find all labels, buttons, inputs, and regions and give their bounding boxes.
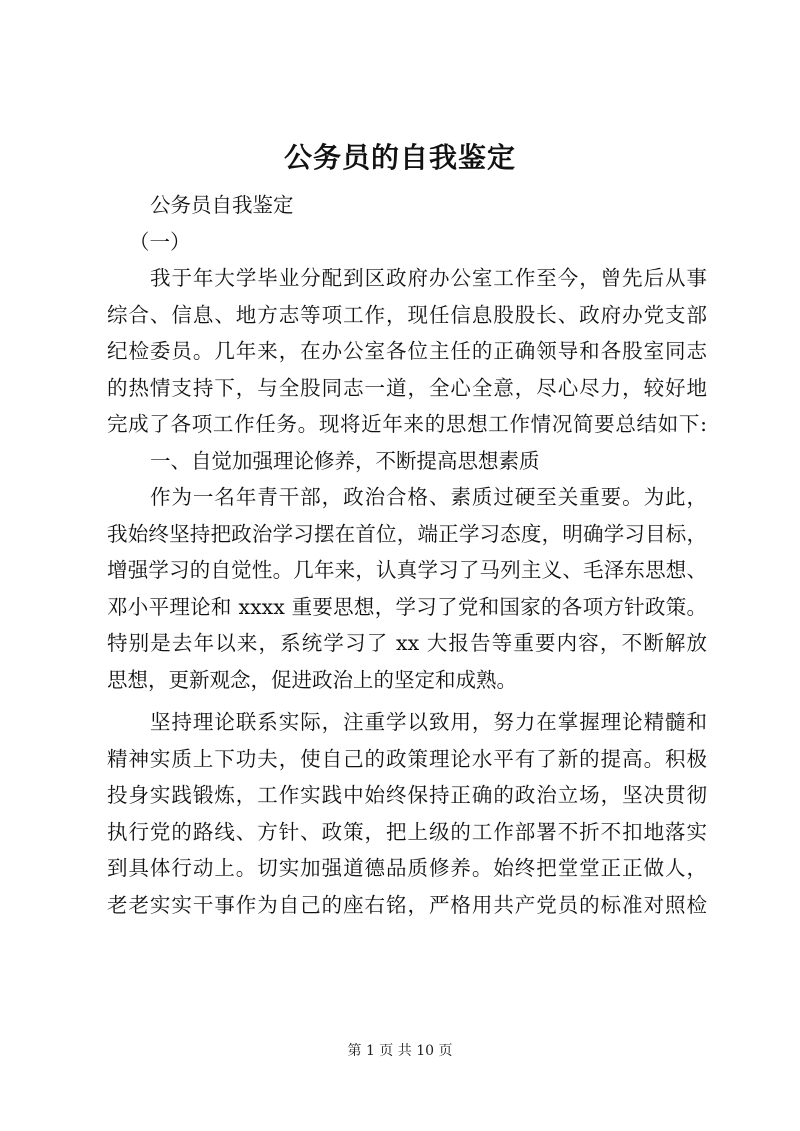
paragraph-line: 坚持理论联系实际，注重学以致用，努力在掌握理论精髓和 bbox=[150, 710, 707, 734]
paragraph-line: 我始终坚持把政治学习摆在首位，端正学习态度，明确学习目标， bbox=[107, 521, 707, 546]
paragraph-line: 思想，更新观念，促进政治上的坚定和成熟。 bbox=[107, 667, 517, 692]
paragraph-line: 投身实践锻炼，工作实践中始终保持正确的政治立场，坚决贯彻 bbox=[107, 783, 707, 807]
subtitle: 公务员自我鉴定 bbox=[150, 193, 294, 217]
paragraph-line: 特别是去年以来，系统学习了 xx 大报告等重要内容，不断解放 bbox=[107, 631, 707, 655]
paragraph-line: 完成了各项工作任务。现将近年来的思想工作情况简要总结如下: bbox=[107, 412, 707, 436]
section-mark: （一） bbox=[129, 229, 191, 254]
document-body bbox=[107, 187, 707, 923]
paragraph-line: 纪检委员。几年来，在办公室各位主任的正确领导和各股室同志 bbox=[107, 339, 707, 363]
paragraph-3 bbox=[107, 704, 707, 923]
paragraph-line: 的热情支持下，与全股同志一道，全心全意，尽心尽力，较好地 bbox=[107, 375, 707, 400]
document-title: 公务员的自我鉴定 bbox=[283, 141, 516, 174]
paragraph-line: 老老实实干事作为自己的座右铭，严格用共产党员的标准对照检 bbox=[107, 892, 707, 917]
paragraph-line: 执行党的路线、方针、政策，把上级的工作部署不折不扣地落实 bbox=[107, 819, 707, 844]
page-number-footer: 第 1 页 共 10 页 bbox=[347, 1043, 453, 1059]
paragraph-1 bbox=[107, 260, 707, 443]
paragraph-line: 精神实质上下功夫，使自己的政策理论水平有了新的提高。积极 bbox=[107, 746, 707, 771]
paragraph-2 bbox=[107, 479, 707, 698]
paragraph-line: 作为一名年青干部，政治合格、素质过硬至关重要。为此， bbox=[150, 485, 707, 509]
paragraph-line: 我于年大学毕业分配到区政府办公室工作至今，曾先后从事 bbox=[150, 266, 707, 290]
section-heading: 一、自觉加强理论修养，不断提高思想素质 bbox=[150, 448, 540, 473]
paragraph-line: 综合、信息、地方志等项工作，现任信息股股长、政府办党支部 bbox=[107, 302, 707, 327]
paragraph-line: 到具体行动上。切实加强道德品质修养。始终把堂堂正正做人， bbox=[107, 856, 707, 880]
paragraph-line: 邓小平理论和 xxxx 重要思想，学习了党和国家的各项方针政策。 bbox=[107, 594, 707, 619]
paragraph-line: 增强学习的自觉性。几年来，认真学习了马列主义、毛泽东思想、 bbox=[107, 558, 707, 582]
